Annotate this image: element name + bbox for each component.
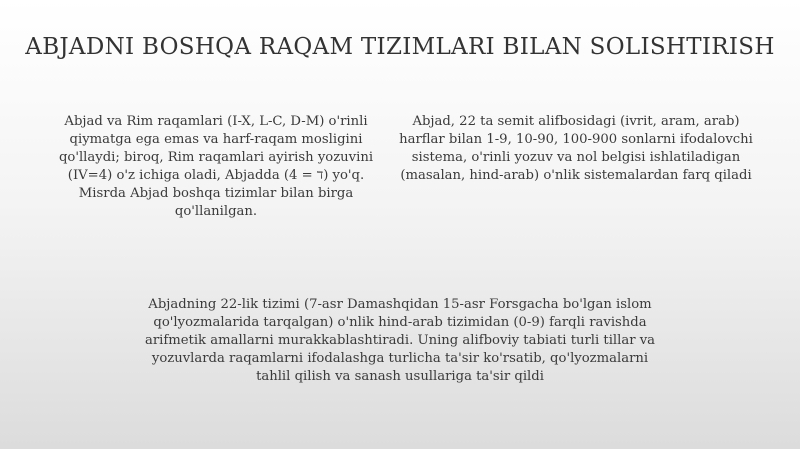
slide-title: ABJADNI BOSHQA RAQAM TIZIMLARI BILAN SOLISHTIRISH — [25, 34, 775, 60]
left-text-block: Abjad va Rim raqamlari (I-X, L-C, D-M) o'rinli qiymatga ega emas va harf-raqam mosligini qo'llaydi; biroq, Rim raqamlari ayirish yozuvini (IV=4) o'z ichiga oladi, Abjadda (4 = ד) yo'q. Misrda Abjad boshqa tizimlar bilan birga qo'llanilgan. — [58, 114, 374, 219]
right-text-block: Abjad, 22 ta semit alifbosidagi (ivrit, aram, arab) harflar bilan 1-9, 10-90, 100-900 sonlarni ifodalovchi sistema, o'rinli yozuv va nol belgisi ishlatiladigan (masalan, hind-arab) o'nlik sistemalardan farq qiladi — [399, 114, 753, 183]
bottom-text-block: Abjadning 22-lik tizimi (7-asr Damashqidan 15-asr Forsgacha bo'lgan islom qo'lyozmalarida tarqalgan) o'nlik hind-arab tizimidan (0-9) farqli ravishda arifmetik amallarni murakkablashtiradi. Uning alifboviy tabiati turli tillar va yozuvlarda raqamlarni ifodalashga turlicha ta'sir ko'rsatib, qo'lyozmalarni tahlil qilish va sanash usullariga ta'sir qildi — [144, 297, 656, 384]
